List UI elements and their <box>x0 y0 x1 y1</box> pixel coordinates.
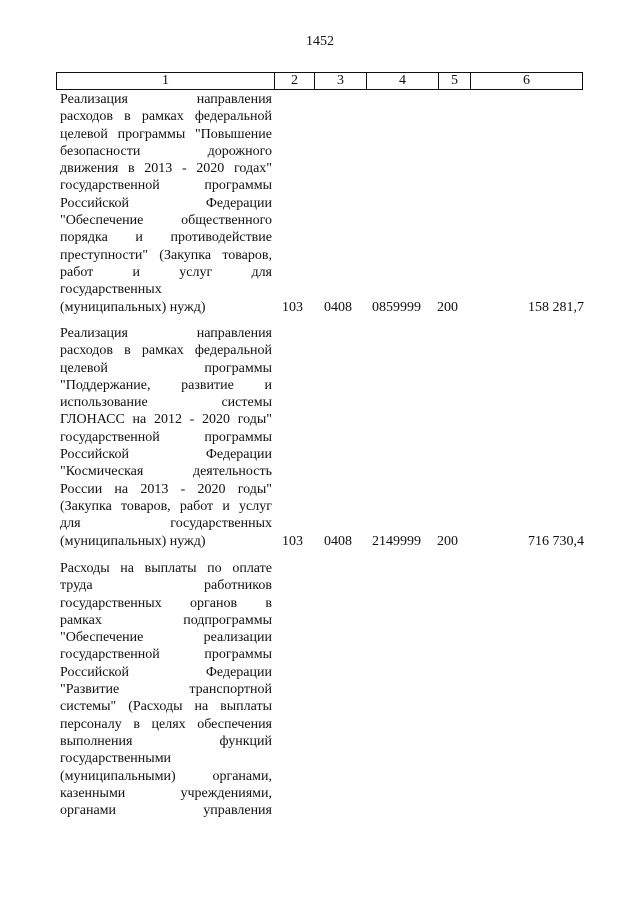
desc-line: движения в 2013 - 2020 годах" <box>60 161 272 177</box>
code-rz: 0408 <box>324 299 352 315</box>
column-header-3: 3 <box>315 73 367 90</box>
desc-line: труда работников <box>60 578 272 594</box>
desc-line: Российской Федерации <box>60 664 272 680</box>
desc-line: расходов в рамках федеральной <box>60 343 272 359</box>
desc-line: (муниципальных) нужд) <box>60 299 206 315</box>
desc-line: казенными учреждениями, <box>60 785 272 801</box>
desc-line: государственной программы <box>60 429 272 445</box>
desc-line: порядка и противодействие <box>60 230 272 246</box>
row-1-description <box>60 91 272 316</box>
column-header-4: 4 <box>367 73 439 90</box>
desc-line: выполнения функций <box>60 733 272 749</box>
desc-line: государственных <box>60 282 162 298</box>
desc-line: "Поддержание, развитие и <box>60 377 272 393</box>
desc-line: Расходы на выплаты по оплате <box>60 561 272 576</box>
desc-line: органами управления <box>60 803 272 819</box>
desc-line: "Обеспечение реализации <box>60 630 272 646</box>
desc-line: государственных органов в <box>60 595 272 611</box>
desc-line: (муниципальных) нужд) <box>60 533 206 549</box>
code-cs: 2149999 <box>372 533 421 549</box>
desc-line: целевой программы <box>60 360 272 376</box>
code-vr: 200 <box>437 533 458 549</box>
desc-line: расходов в рамках федеральной <box>60 109 272 125</box>
code-gr: 103 <box>282 299 303 315</box>
desc-line: использование системы <box>60 395 272 411</box>
desc-line: безопасности дорожного <box>60 143 272 159</box>
desc-line: Российской Федерации <box>60 447 272 463</box>
desc-line: Реализация направления <box>60 92 272 107</box>
column-header-1: 1 <box>57 73 275 90</box>
desc-line: целевой программы "Повышение <box>60 126 272 142</box>
column-header-5: 5 <box>439 73 471 90</box>
row-2-codes <box>60 533 586 550</box>
code-vr: 200 <box>437 299 458 315</box>
code-gr: 103 <box>282 533 303 549</box>
desc-line: ГЛОНАСС на 2012 - 2020 годы" <box>60 412 272 428</box>
code-cs: 0859999 <box>372 299 421 315</box>
desc-line: "Развитие транспортной <box>60 682 272 698</box>
desc-line: преступности" (Закупка товаров, <box>60 247 272 263</box>
desc-line: для государственных <box>60 516 272 532</box>
row-2-description <box>60 325 272 550</box>
desc-line: персоналу в целях обеспечения <box>60 716 272 732</box>
row-1-codes <box>60 299 586 316</box>
desc-line: государственной программы <box>60 647 272 663</box>
row-3-description <box>60 560 272 819</box>
desc-line: работ и услуг для <box>60 264 272 280</box>
desc-line: рамках подпрограммы <box>60 612 272 628</box>
budget-row-3 <box>60 560 586 819</box>
desc-line: России на 2013 - 2020 годы" <box>60 481 272 497</box>
amount: 158 281,7 <box>528 299 584 315</box>
budget-row-2 <box>60 325 586 550</box>
amount: 716 730,4 <box>528 533 584 549</box>
desc-line: системы" (Расходы на выплаты <box>60 699 272 715</box>
column-header-row <box>56 72 583 90</box>
desc-line: (Закупка товаров, работ и услуг <box>60 498 272 514</box>
desc-line: "Космическая деятельность <box>60 464 272 480</box>
page-number: 1452 <box>306 34 334 49</box>
desc-line: государственной программы <box>60 178 272 194</box>
desc-line: "Обеспечение общественного <box>60 213 272 229</box>
desc-line: Реализация направления <box>60 326 272 341</box>
desc-line: Российской Федерации <box>60 195 272 211</box>
column-header-6: 6 <box>471 73 583 90</box>
desc-line: (муниципальными) органами, <box>60 768 272 784</box>
code-rz: 0408 <box>324 533 352 549</box>
budget-row-1 <box>60 91 586 316</box>
desc-line: государственными <box>60 751 172 767</box>
column-header-2: 2 <box>275 73 315 90</box>
